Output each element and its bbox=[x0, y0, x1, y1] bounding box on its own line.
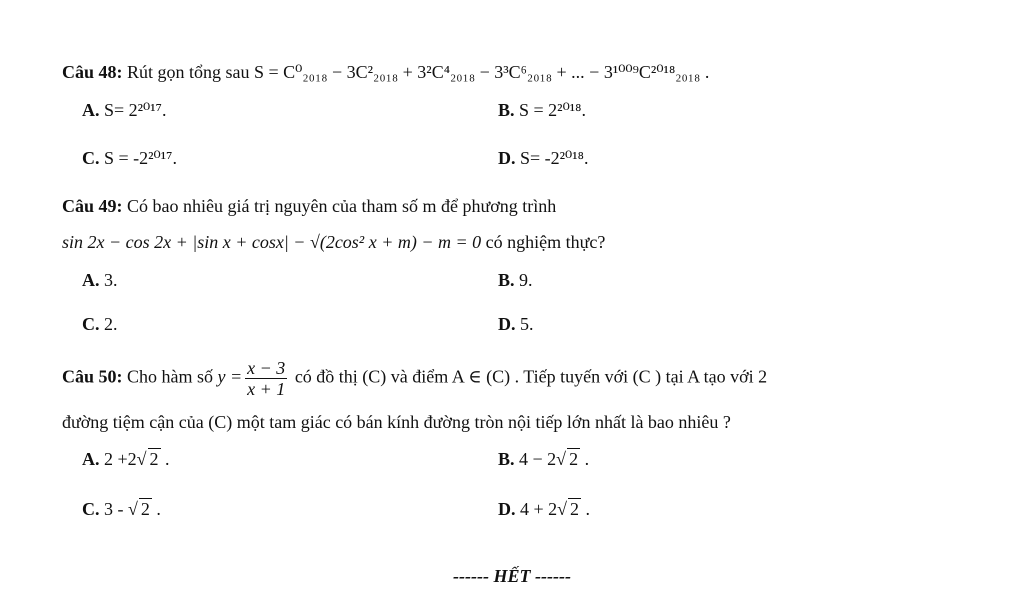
option-pre: 4 − 2 bbox=[519, 449, 557, 469]
fraction-denominator: x + 1 bbox=[247, 379, 286, 399]
option-text: 9. bbox=[519, 270, 533, 290]
sqrt-radicand: 2 bbox=[569, 449, 579, 469]
q48-option-b bbox=[498, 100, 586, 121]
option-text: S = -2²⁰¹⁷. bbox=[104, 148, 177, 168]
option-text: 3. bbox=[104, 270, 118, 290]
question-49-text: Có bao nhiêu giá trị nguyên của tham số m để phương trình bbox=[127, 196, 557, 216]
q50-option-c: C. 3 - √ 2 . bbox=[82, 499, 161, 519]
option-text: S= -2²⁰¹⁸. bbox=[520, 148, 589, 168]
option-label: D. bbox=[498, 499, 516, 519]
function-fraction bbox=[245, 358, 287, 399]
question-50-text-a: Cho hàm số bbox=[127, 366, 214, 387]
option-label: D. bbox=[498, 314, 516, 334]
question-49-equation-suffix: có nghiệm thực? bbox=[485, 232, 606, 252]
option-post: . bbox=[580, 449, 590, 469]
option-label: C. bbox=[82, 499, 100, 519]
question-50-line2 bbox=[62, 412, 731, 433]
sqrt-radicand: 2 bbox=[140, 499, 150, 519]
q50-option-d: D. 4 + 2√ 2 . bbox=[498, 499, 591, 519]
q49-option-d bbox=[498, 314, 534, 335]
question-48-label: Câu 48: bbox=[62, 62, 123, 82]
end-marker: ------ HẾT ------ bbox=[453, 566, 571, 586]
option-label: B. bbox=[498, 100, 515, 120]
option-label: A. bbox=[82, 100, 100, 120]
question-49-label: Câu 49: bbox=[62, 196, 123, 216]
sqrt-radicand: 2 bbox=[149, 449, 159, 469]
option-text: 5. bbox=[520, 314, 534, 334]
option-label: B. bbox=[498, 449, 515, 469]
option-text: S = 2²⁰¹⁸. bbox=[519, 100, 586, 120]
q48-option-d bbox=[498, 148, 588, 169]
question-49-equation: sin 2x − cos 2x + |sin x + cosx| − √(2cos² x + m) − m = 0 bbox=[62, 232, 482, 252]
sqrt-radicand: 2 bbox=[570, 499, 580, 519]
option-pre: 3 - bbox=[104, 499, 128, 519]
q50-option-a: A. 2 +2√ 2 . bbox=[82, 449, 170, 469]
question-49 bbox=[62, 196, 556, 217]
option-label: A. bbox=[82, 449, 100, 469]
fraction-numerator: x − 3 bbox=[247, 358, 286, 378]
q49-option-c bbox=[82, 314, 118, 335]
q50-option-b: B. 4 − 2√ 2 . bbox=[498, 449, 590, 469]
q48-option-a bbox=[82, 100, 166, 121]
question-48 bbox=[62, 62, 709, 83]
option-post: . bbox=[581, 499, 591, 519]
option-label: C. bbox=[82, 314, 100, 334]
question-50 bbox=[62, 358, 767, 399]
option-post: . bbox=[160, 449, 170, 469]
question-50-text-line2: đường tiệm cận của (C) một tam giác có bán kính đường tròn nội tiếp lớn nhất là bao nhiêu ? bbox=[62, 412, 731, 432]
question-48-text: Rút gọn tổng sau S = C⁰₂₀₁₈ − 3C²₂₀₁₈ + 3²C⁴₂₀₁₈ − 3³C⁶₂₀₁₈ + ... − 3¹⁰⁰⁹C²⁰¹⁸₂₀₁₈ . bbox=[127, 62, 710, 82]
question-50-label: Câu 50: bbox=[62, 366, 123, 387]
option-text: S= 2²⁰¹⁷. bbox=[104, 100, 167, 120]
option-pre: 2 +2 bbox=[104, 449, 137, 469]
option-label: A. bbox=[82, 270, 100, 290]
option-label: B. bbox=[498, 270, 515, 290]
option-text: 2. bbox=[104, 314, 118, 334]
question-49-equation-line bbox=[62, 232, 605, 253]
option-post: . bbox=[151, 499, 161, 519]
q48-option-c bbox=[82, 148, 177, 169]
q49-option-b bbox=[498, 270, 533, 291]
question-50-text-b: có đồ thị (C) và điểm A ∈ (C) . Tiếp tuyến với (C ) tại A tạo với 2 bbox=[294, 366, 768, 387]
option-label: C. bbox=[82, 148, 100, 168]
option-label: D. bbox=[498, 148, 516, 168]
q49-option-a bbox=[82, 270, 118, 291]
function-lhs: y = bbox=[217, 366, 243, 387]
option-pre: 4 + 2 bbox=[520, 499, 558, 519]
